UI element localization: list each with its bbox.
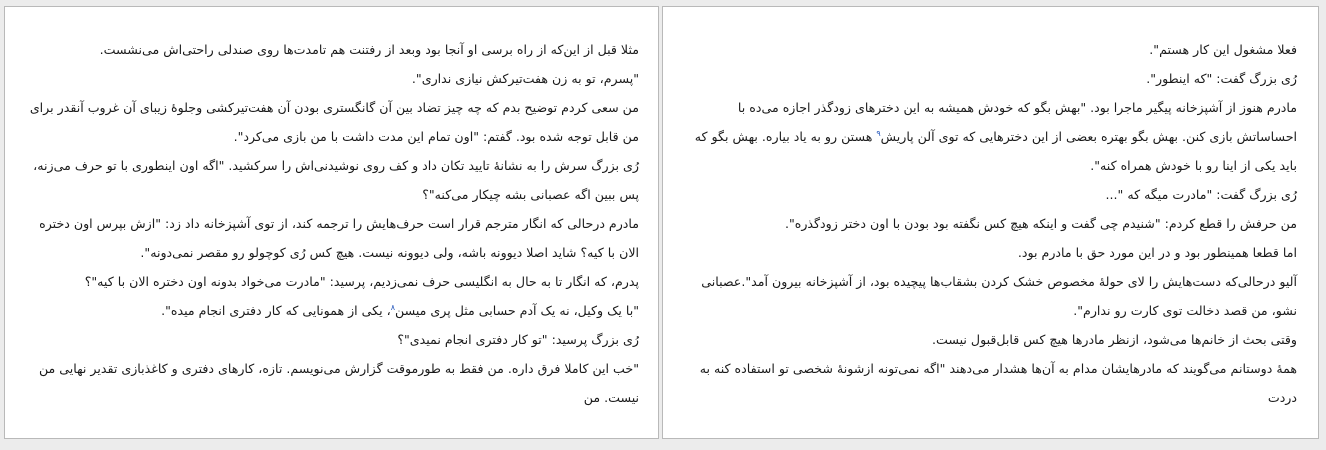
paragraph-text: رُی بزرگ سرش را به نشانهٔ تایید تکان داد و کف روی نوشیدنی‌اش را سرکشید. "اگه اون اینطوری با تو حرف می‌زنه، پس ببین اگه عصبانی بشه چیکار می‌کنه"؟ xyxy=(33,158,639,202)
paragraph xyxy=(17,209,639,267)
paragraph xyxy=(677,64,1297,93)
paragraph xyxy=(17,93,639,151)
paragraph xyxy=(677,35,1297,64)
paragraph-text: رُی بزرگ پرسید: "تو کار دفتری انجام نمیدی"؟ xyxy=(397,332,639,347)
paragraph-text: همهٔ دوستانم می‌گویند که مادرهایشان مدام به آن‌ها هشدار می‌دهند "اگه نمی‌تونه ازشونهٔ شخصی تو استفاده کنه به دردت xyxy=(699,361,1297,405)
footnote-marker: ۹ xyxy=(876,128,881,138)
right-page xyxy=(662,6,1319,439)
paragraph-text: هستن رو به یاد بیاره. بهش بگو که باید یکی از اینا رو با خودش همراه کنه". xyxy=(694,129,1297,173)
paragraph xyxy=(17,64,639,93)
paragraph-text: "پسرم، تو به زن هفت‌تیرکش نیازی نداری". xyxy=(411,71,639,86)
paragraph-text: رُی بزرگ گفت: "که اینطور". xyxy=(1146,71,1297,86)
paragraph xyxy=(17,267,639,296)
right-page-text xyxy=(677,35,1297,412)
paragraph xyxy=(677,325,1297,354)
left-page xyxy=(4,6,659,439)
paragraph xyxy=(677,209,1297,238)
paragraph xyxy=(677,93,1297,180)
paragraph-text: اما قطعا همینطور بود و در این مورد حق با مادرم بود. xyxy=(1017,245,1297,260)
paragraph-text: "خب این کاملا فرق داره. من فقط به طورموقت گزارش می‌نویسم. تازه، کارهای دفتری و کاغذبازی تقدیر نهایی من نیست. من xyxy=(38,361,639,405)
paragraph-text: من سعی کردم توضیح بدم که چه چیز تضاد بین آن گانگستری بودن آن هفت‌تیرکشی وجلوهٔ زیبای آن غروب آنقدر برای من قابل توجه شده بود. گفتم: "اون تمام این مدت داشت با من بازی می‌کرد". xyxy=(29,100,639,144)
paragraph-text: فعلا مشغول این کار هستم". xyxy=(1149,42,1297,57)
paragraph-text: وقتی بحث از خانم‌ها می‌شود، ازنظر مادرها هیچ کس قابل‌قبول نیست. xyxy=(932,332,1297,347)
paragraph-text: مادرم هنوز از آشپزخانه پیگیر ماجرا بود. "بهش بگو که خودش همیشه به این دخترهای زودگذر اجازه می‌ده با احساساتش بازی کنن. بهش بگو بهتره بعضی از این دخترهایی که توی آلن پاریش xyxy=(737,100,1297,144)
paragraph xyxy=(17,354,639,412)
paragraph-text: رُی بزرگ گفت: "مادرت میگه که "... xyxy=(1105,187,1297,202)
paragraph-text: من حرفش را قطع کردم: "شنیدم چی گفت و اینکه هیچ کس نگفته بود بودن با اون دختر زودگذره". xyxy=(784,216,1297,231)
paragraph-text: آلیو درحالی‌که دست‌هایش را لای حولهٔ مخصوص خشک کردن بشقاب‌ها پیچیده بود، از آشپزخانه بیرون آمد".عصبانی نشو، من قصد دخالت توی کارت رو ندارم". xyxy=(701,274,1297,318)
paragraph xyxy=(17,35,639,64)
paragraph xyxy=(677,267,1297,325)
paragraph-text: مثلا قبل از این‌که از راه برسی او آنجا بود وبعد از رفتنت هم تامدت‌ها روی صندلی راحتی‌اش می‌نشست. xyxy=(99,42,639,57)
paragraph xyxy=(17,296,639,325)
paragraph-text: پدرم، که انگار تا به حال به انگلیسی حرف نمی‌زدیم، پرسید: "مادرت می‌خواد بدونه اون دختره الان با کیه"؟ xyxy=(84,274,639,289)
footnote-marker: ۸ xyxy=(390,302,396,312)
paragraph xyxy=(677,238,1297,267)
paragraph-text: "با یک وکیل، نه یک آدم حسابی مثل پری میسن xyxy=(395,303,639,318)
paragraph xyxy=(677,354,1297,412)
left-page-text xyxy=(17,35,639,412)
paragraph-text: مادرم درحالی که انگار مترجم قرار است حرف‌هایش را ترجمه کند، از توی آشپزخانه داد زد: "ازش بپرس اون دختره الان با کیه؟ شاید اصلا دیوونه باشه، ولی دیوونه نیست. هیچ کس رُی کوچولو رو مقصر نمی‌دونه". xyxy=(39,216,639,260)
paragraph xyxy=(677,180,1297,209)
paragraph xyxy=(17,151,639,209)
paragraph-text: ، یکی از همونایی که کار دفتری انجام میده". xyxy=(161,303,391,318)
paragraph xyxy=(17,325,639,354)
